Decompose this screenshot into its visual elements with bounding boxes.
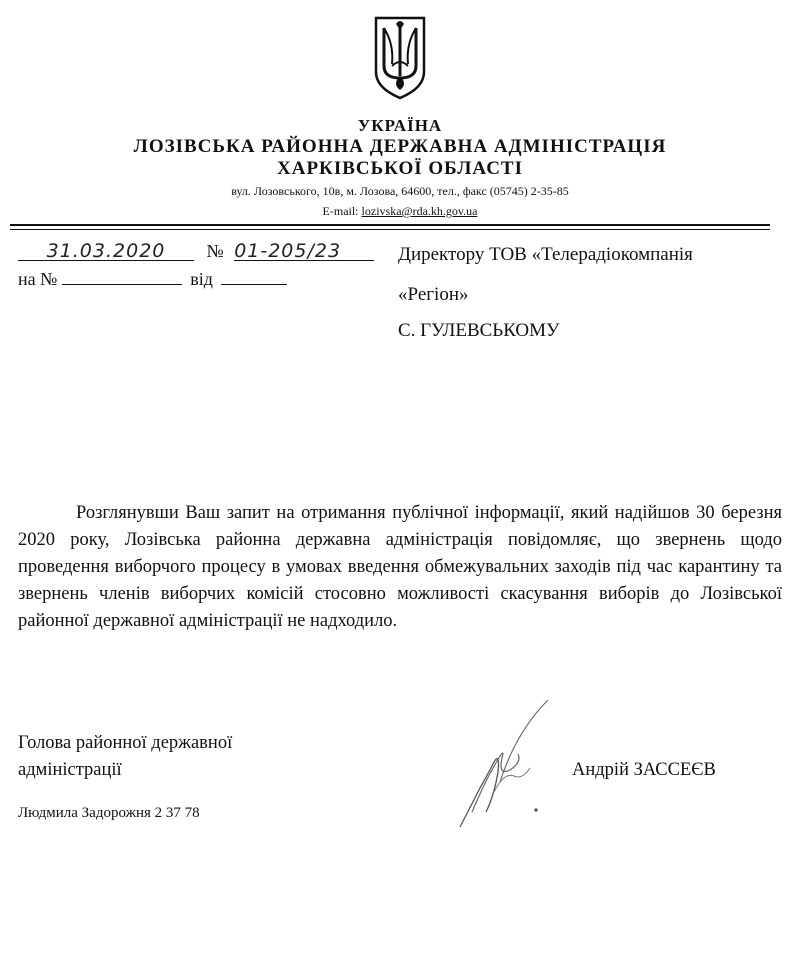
outgoing-registration [18,240,374,262]
header-divider-thick [10,224,770,226]
registration-number: 01-205/23 [234,240,342,262]
signatory-title-line-1: Голова районної державної [18,733,233,753]
addressee-name: С. ГУЛЕВСЬКОМУ [398,320,560,341]
coat-of-arms-icon [370,14,430,100]
email-link[interactable]: lozivska@rda.kh.gov.ua [361,204,478,218]
email-label: E-mail: [322,204,359,218]
signatory-title-line-2: адміністрації [18,760,122,780]
region-heading: ХАРКІВСЬКОЇ ОБЛАСТІ [277,158,523,179]
incoming-reference [18,268,287,290]
incoming-date-blank [221,268,287,285]
executor-contact: Людмила Задорожня 2 37 78 [18,805,200,821]
organization-heading: ЛОЗІВСЬКА РАЙОННА ДЕРЖАВНА АДМІНІСТРАЦІЯ [133,136,667,157]
addressee-line-2: «Регіон» [398,284,469,305]
registration-date: 31.03.2020 [46,240,166,262]
incoming-number-blank [62,268,182,285]
signatory-name: Андрій ЗАССЕЄВ [572,760,716,780]
addressee-line-1: Директору ТОВ «Телерадіокомпанія [398,244,693,265]
handwritten-signature [452,692,572,837]
country-heading: УКРАЇНА [357,116,443,135]
registration-number-field [234,240,374,261]
email-line [0,204,800,219]
on-number-label: на № [18,269,58,289]
from-label: від [190,269,213,289]
header-divider-thin [10,229,770,230]
postal-address: вул. Лозовського, 10в, м. Лозова, 64600, тел., факс (05745) 2-35-85 [231,184,569,198]
registration-date-field [18,240,194,261]
letter-body: Розглянувши Ваш запит на отримання публічної інформації, який надійшов 30 березня 2020 року, Лозівська районна державна адміністрація повідомляє, що звернень щодо проведення виборчого процесу в умовах введення обмежувальних заходів під час карантину та звернень членів виборчих комісій стосовно можливості скасування виборів до Лозівської районної державної адміністрації не надходило. [18,503,782,631]
number-label: № [206,241,224,261]
